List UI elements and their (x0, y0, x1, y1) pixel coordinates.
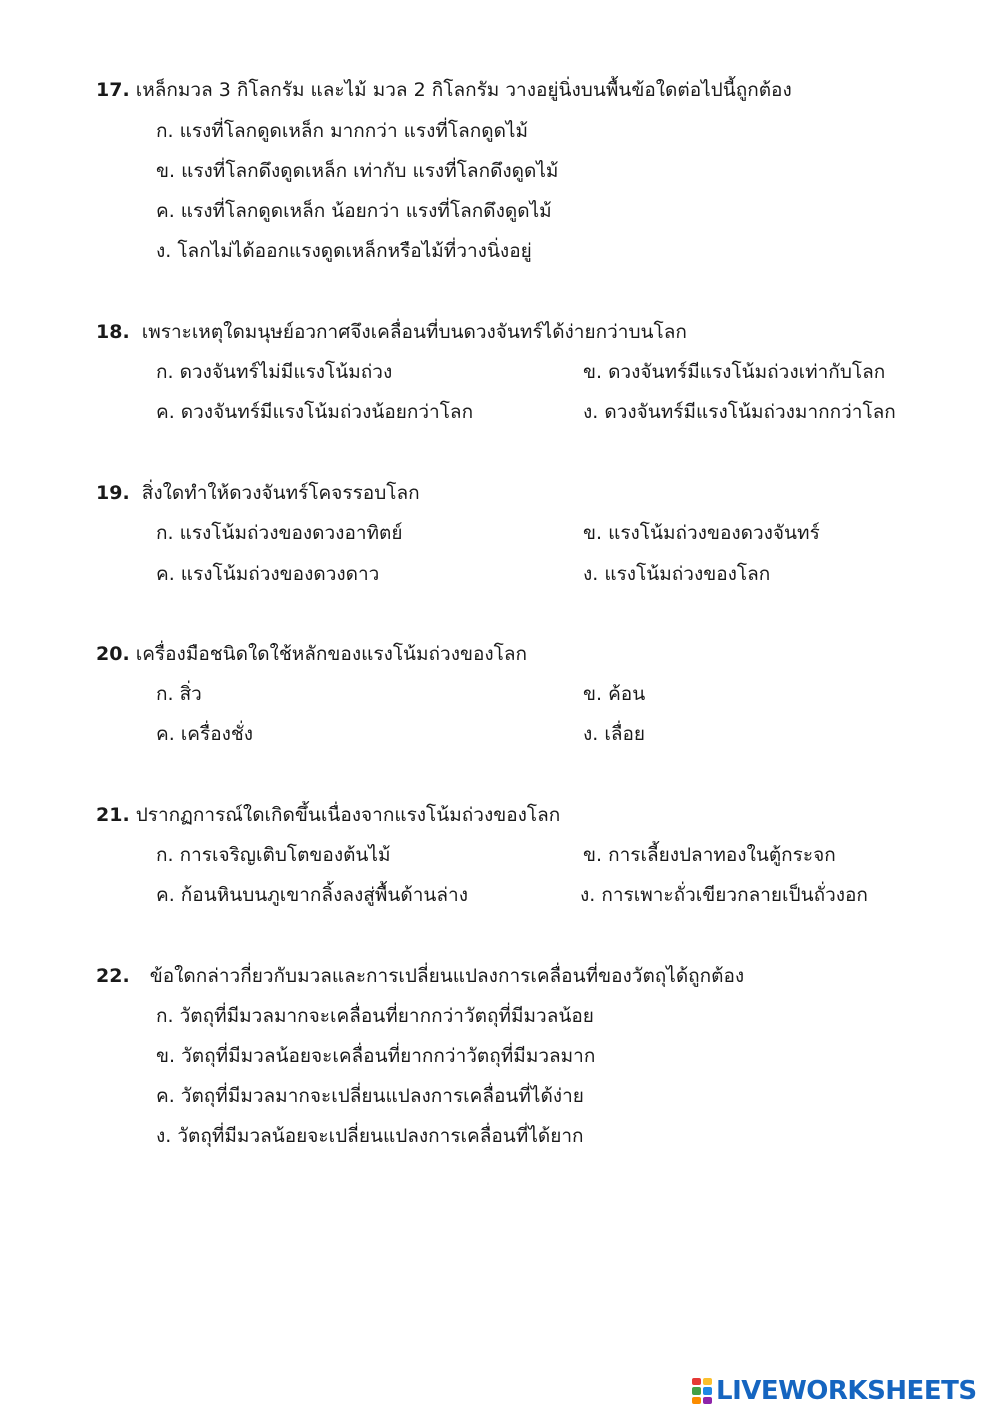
question-text: เพราะเหตุใดมนุษย์อวกาศจึงเคลื่อนที่บนดวงจันทร์ได้ง่ายกว่าบนโลก (141, 321, 687, 343)
question-18 (96, 320, 687, 344)
question-number: 17. (96, 79, 130, 101)
question-text: เหล็กมวล 3 กิโลกรัม และไม้ มวล 2 กิโลกรัม วางอยู่นิ่งบนพื้นข้อใดต่อไปนี้ถูกต้อง (135, 79, 792, 101)
option-19-a[interactable]: ก. แรงโน้มถ่วงของดวงอาทิตย์ (156, 522, 403, 544)
option-21-d[interactable]: ง. การเพาะถั่วเขียวกลายเป็นถั่วงอก (580, 884, 868, 906)
option-20-a[interactable]: ก. สิ่ว (156, 683, 202, 705)
question-20 (96, 642, 527, 666)
option-17-b[interactable]: ข. แรงที่โลกดึงดูดเหล็ก เท่ากับ แรงที่โลกดึงดูดไม้ (156, 160, 559, 182)
brand-name: LIVEWORKSHEETS (716, 1376, 977, 1406)
option-18-a[interactable]: ก. ดวงจันทร์ไม่มีแรงโน้มถ่วง (156, 361, 393, 383)
option-18-c[interactable]: ค. ดวงจันทร์มีแรงโน้มถ่วงน้อยกว่าโลก (156, 401, 474, 423)
question-22 (96, 964, 744, 988)
question-text: เครื่องมือชนิดใดใช้หลักของแรงโน้มถ่วงของโลก (135, 643, 528, 665)
question-number: 22. (96, 965, 130, 987)
option-17-a[interactable]: ก. แรงที่โลกดูดเหล็ก มากกว่า แรงที่โลกดูดไม้ (156, 120, 529, 142)
option-22-a[interactable]: ก. วัตถุที่มีมวลมากจะเคลื่อนที่ยากกว่าวัตถุที่มีมวลน้อย (156, 1005, 594, 1027)
question-19 (96, 481, 420, 505)
option-22-b[interactable]: ข. วัตถุที่มีมวลน้อยจะเคลื่อนที่ยากกว่าวัตถุที่มีมวลมาก (156, 1045, 596, 1067)
option-22-c[interactable]: ค. วัตถุที่มีมวลมากจะเปลี่ยนแปลงการเคลื่อนที่ได้ง่าย (156, 1085, 584, 1107)
option-18-b[interactable]: ข. ดวงจันทร์มีแรงโน้มถ่วงเท่ากับโลก (583, 361, 886, 383)
option-17-d[interactable]: ง. โลกไม่ได้ออกแรงดูดเหล็กหรือไม้ที่วางนิ่งอยู่ (156, 240, 532, 262)
question-number: 20. (96, 643, 130, 665)
question-17 (96, 78, 792, 102)
option-21-c[interactable]: ค. ก้อนหินบนภูเขากลิ้งลงสู่พื้นด้านล่าง (156, 884, 468, 906)
option-20-b[interactable]: ข. ค้อน (583, 683, 646, 705)
option-22-d[interactable]: ง. วัตถุที่มีมวลน้อยจะเปลี่ยนแปลงการเคลื่อนที่ได้ยาก (156, 1125, 584, 1147)
option-19-c[interactable]: ค. แรงโน้มถ่วงของดวงดาว (156, 563, 380, 585)
question-number: 18. (96, 321, 130, 343)
question-number: 21. (96, 804, 130, 826)
option-18-d[interactable]: ง. ดวงจันทร์มีแรงโน้มถ่วงมากกว่าโลก (583, 401, 896, 423)
option-21-b[interactable]: ข. การเลี้ยงปลาทองในตู้กระจก (583, 844, 836, 866)
question-text: ข้อใดกล่าวกี่ยวกับมวลและการเปลี่ยนแปลงการเคลื่อนที่ของวัตถุได้ถูกต้อง (149, 965, 745, 987)
logo-grid-icon (692, 1378, 712, 1404)
option-20-c[interactable]: ค. เครื่องชั่ง (156, 723, 254, 745)
option-19-d[interactable]: ง. แรงโน้มถ่วงของโลก (583, 563, 771, 585)
question-number: 19. (96, 482, 130, 504)
option-20-d[interactable]: ง. เลื่อย (583, 723, 646, 745)
option-17-c[interactable]: ค. แรงที่โลกดูดเหล็ก น้อยกว่า แรงที่โลกดึงดูดไม้ (156, 200, 552, 222)
liveworksheets-logo (692, 1374, 977, 1408)
option-21-a[interactable]: ก. การเจริญเติบโตของต้นไม้ (156, 844, 391, 866)
question-text: สิ่งใดทำให้ดวงจันทร์โคจรรอบโลก (141, 482, 420, 504)
option-19-b[interactable]: ข. แรงโน้มถ่วงของดวงจันทร์ (583, 522, 820, 544)
question-21 (96, 803, 560, 827)
question-text: ปรากฏการณ์ใดเกิดขึ้นเนื่องจากแรงโน้มถ่วงของโลก (135, 804, 561, 826)
